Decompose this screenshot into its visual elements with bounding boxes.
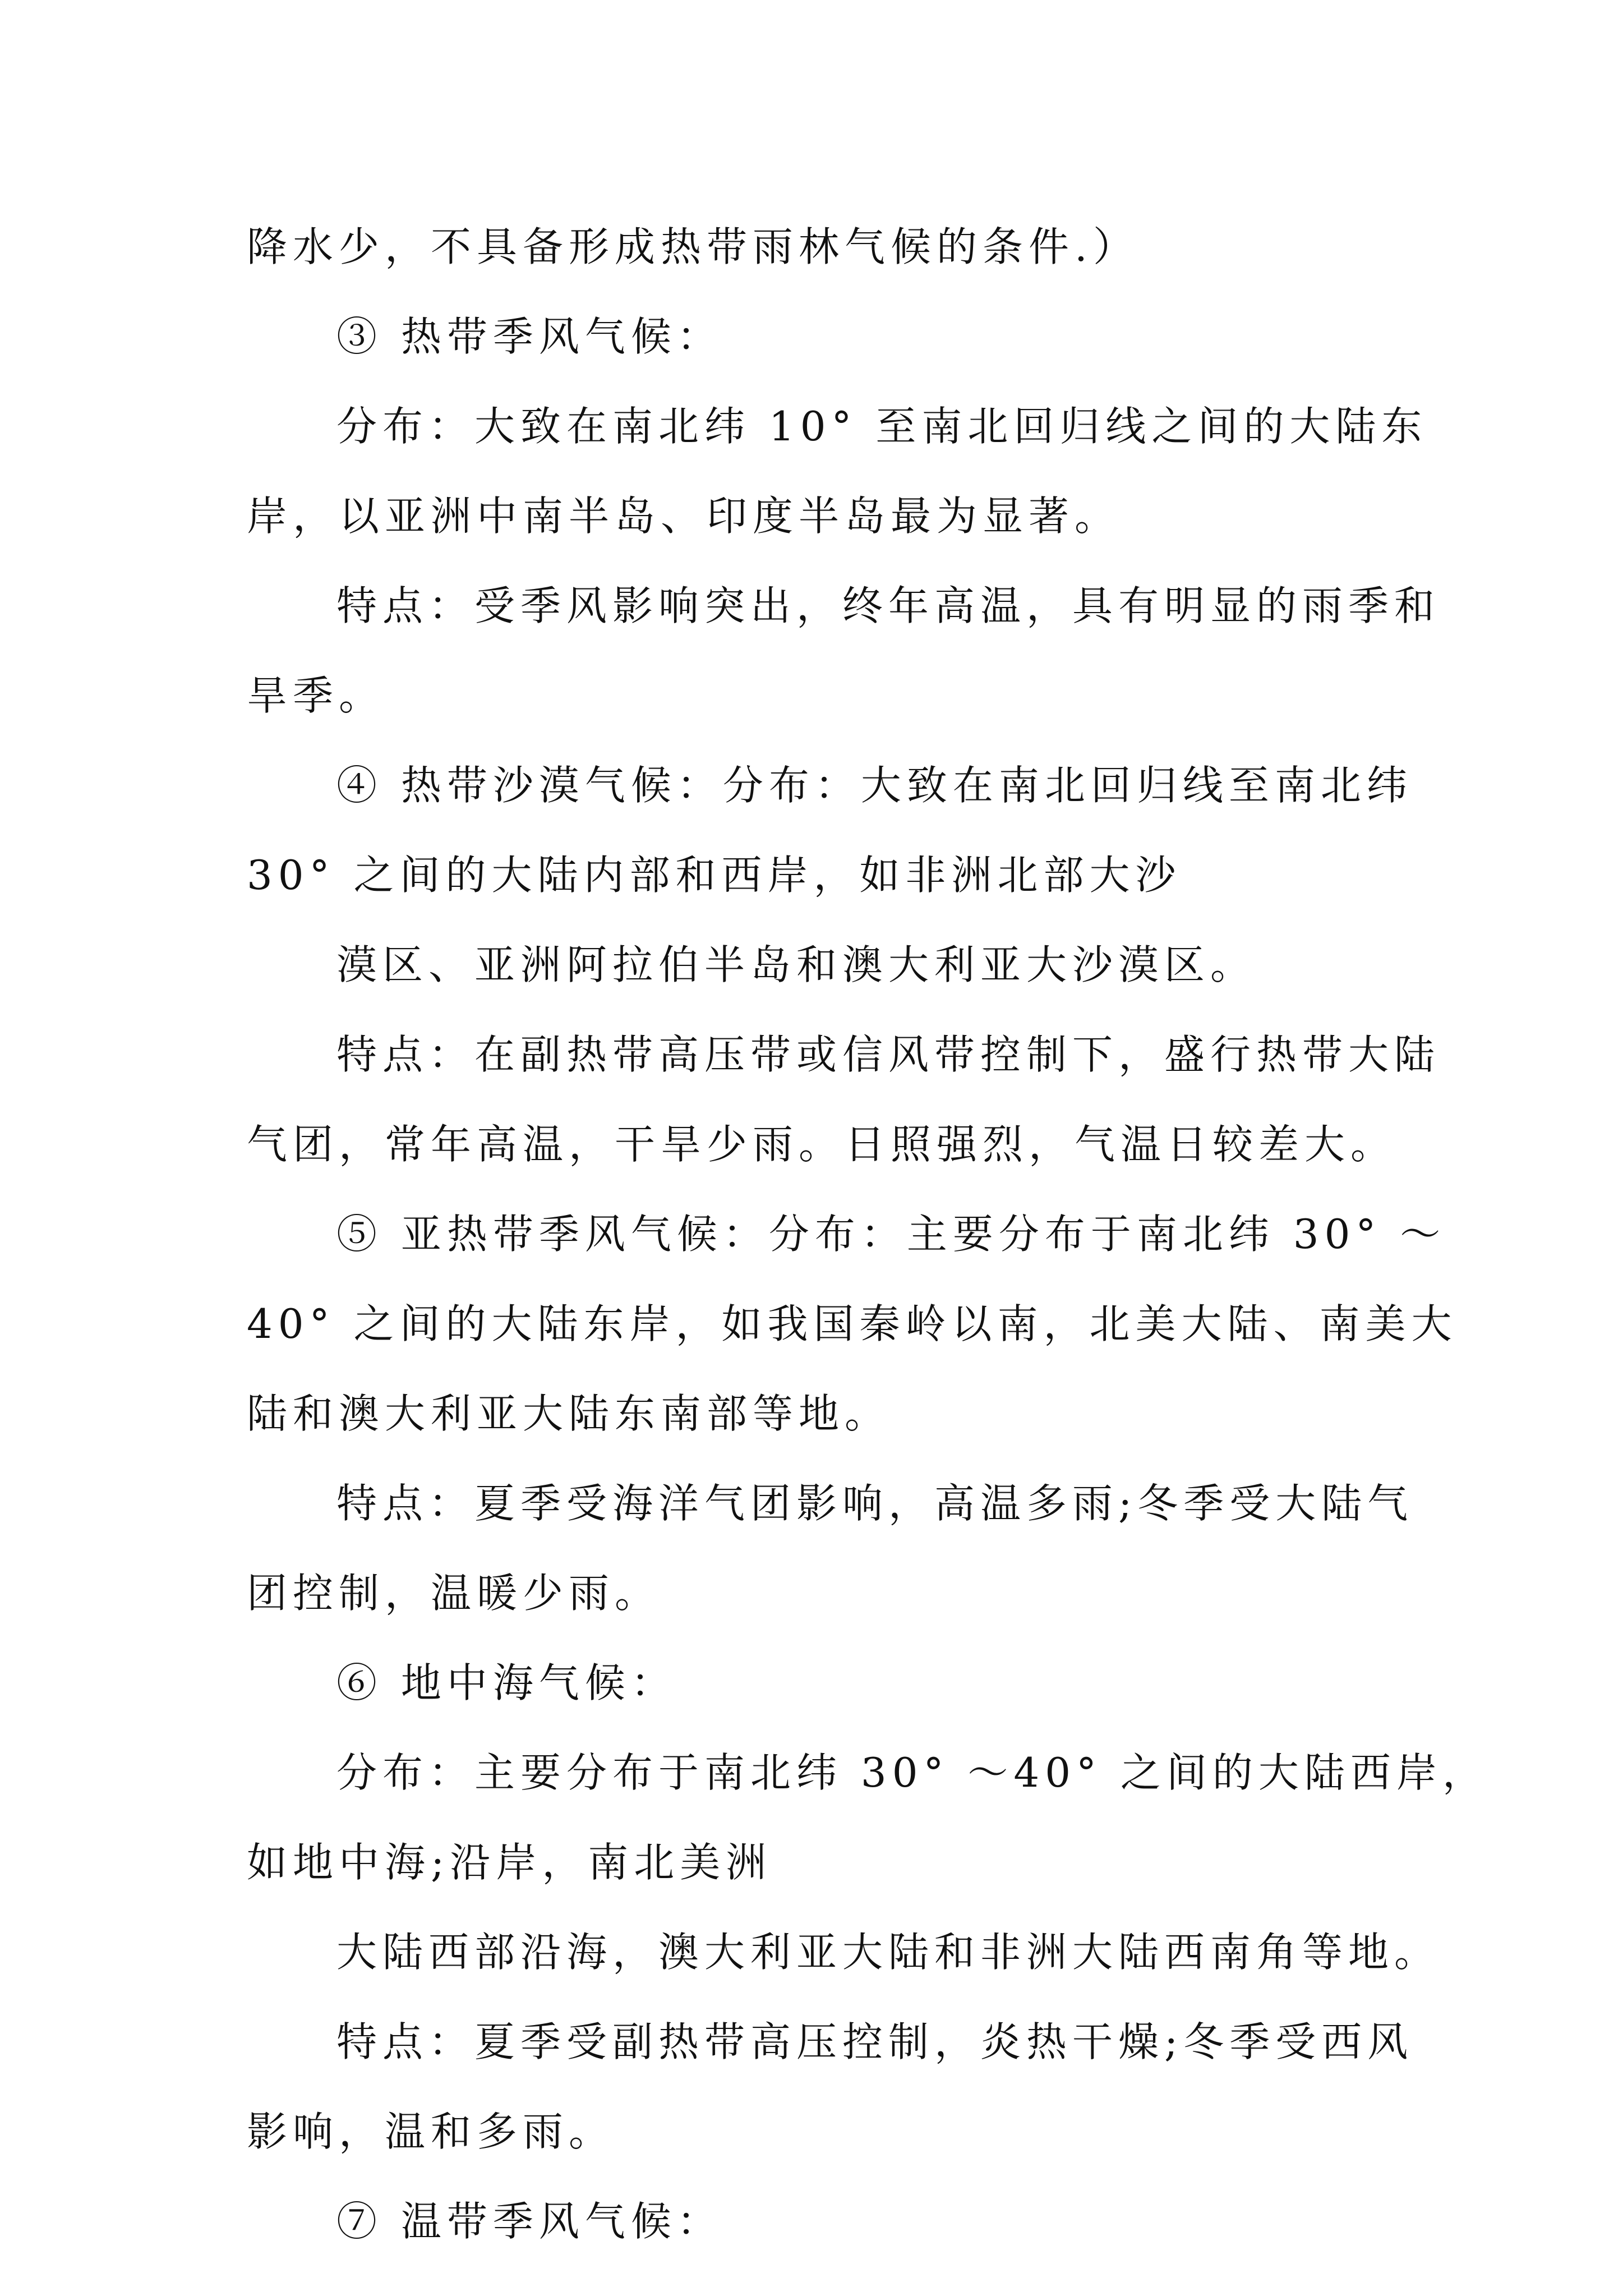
text-line: 分布：大致在南北纬 10° 至南北回归线之间的大陆东 [336, 403, 1428, 450]
text-line: 如地中海;沿岸，南北美洲 [247, 1839, 772, 1886]
text-line: 特点：受季风影响突出，终年高温，具有明显的雨季和 [336, 582, 1441, 629]
text-line: 特点：夏季受海洋气团影响，高温多雨;冬季受大陆气 [336, 1480, 1414, 1527]
text-line: ⑤ 亚热带季风气候：分布：主要分布于南北纬 30° ～ [336, 1211, 1446, 1258]
text-line: 陆和澳大利亚大陆东南部等地。 [247, 1390, 891, 1437]
text-line: 大陆西部沿海，澳大利亚大陆和非洲大陆西南角等地。 [336, 1929, 1441, 1976]
text-line: 漠区、亚洲阿拉伯半岛和澳大利亚大沙漠区。 [336, 941, 1257, 988]
text-line: 降水少，不具备形成热带雨林气候的条件.） [247, 223, 1139, 270]
text-line: 气团，常年高温，干旱少雨。日照强烈，气温日较差大。 [247, 1121, 1397, 1168]
text-line: 影响，温和多雨。 [247, 2108, 615, 2155]
text-line: 30° 之间的大陆内部和西岸，如非洲北部大沙 [247, 852, 1182, 899]
text-line: ⑦ 温带季风气候： [336, 2198, 723, 2245]
text-line: 分布：主要分布于南北纬 30° ～40° 之间的大陆西岸， [336, 1749, 1488, 1796]
text-line: 特点：夏季受副热带高压控制，炎热干燥;冬季受西风 [336, 2018, 1414, 2065]
text-line: 旱季。 [247, 672, 385, 719]
text-line: ④ 热带沙漠气候：分布：大致在南北回归线至南北纬 [336, 762, 1413, 809]
text-line: 40° 之间的大陆东岸，如我国秦岭以南，北美大陆、南美大 [247, 1300, 1458, 1347]
text-line: ③ 热带季风气候： [336, 313, 723, 360]
text-line: 团控制，温暖少雨。 [247, 1570, 661, 1617]
text-line: 特点：在副热带高压带或信风带控制下，盛行热带大陆 [336, 1031, 1441, 1078]
text-line: 岸，以亚洲中南半岛、印度半岛最为显著。 [247, 493, 1121, 540]
text-line: ⑥ 地中海气候： [336, 1659, 677, 1706]
